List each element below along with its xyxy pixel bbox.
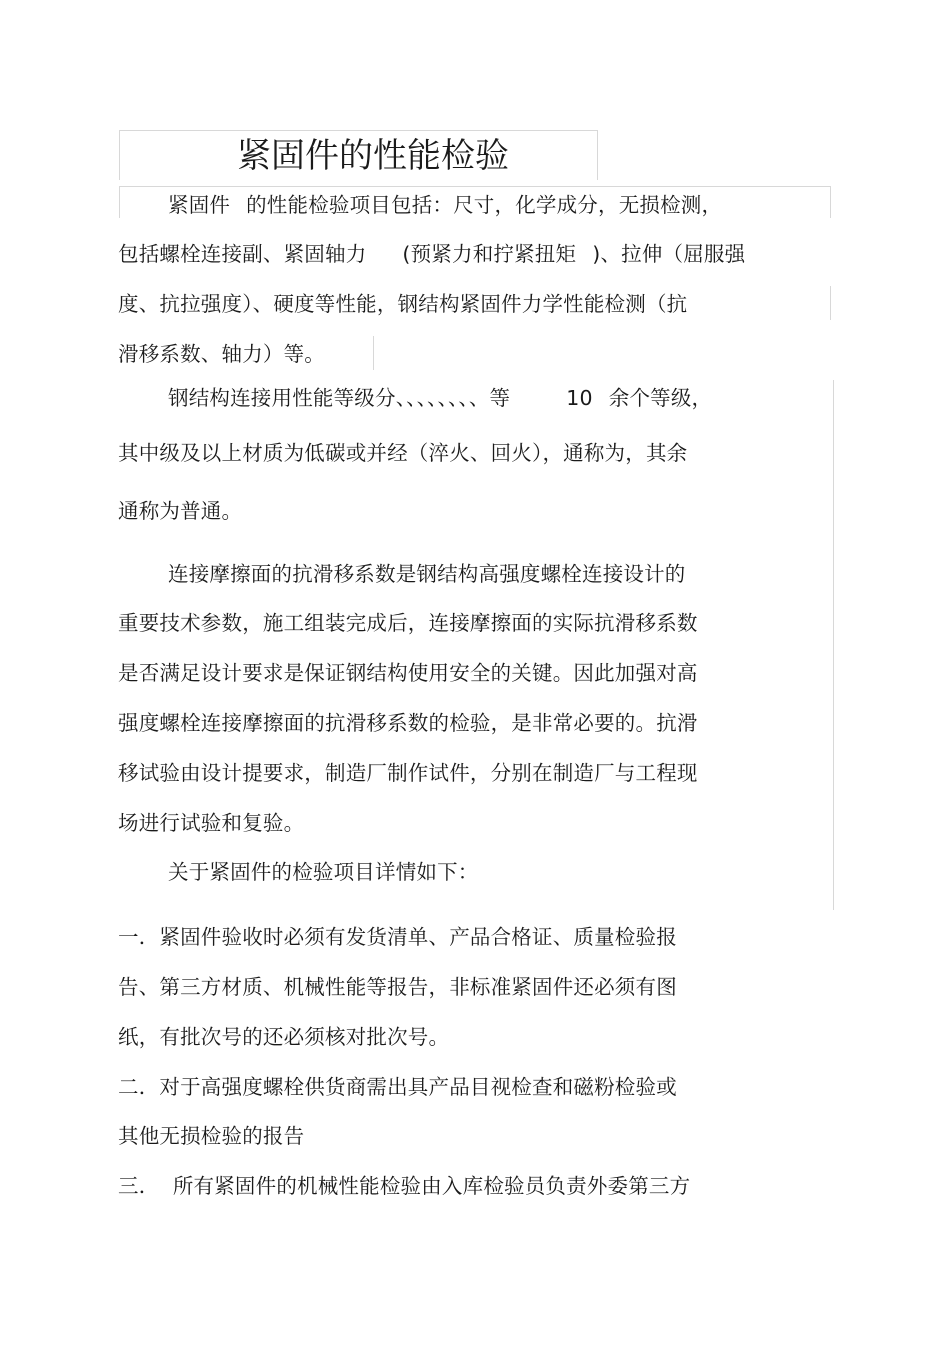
paragraph-line: 其中级及以上材质为低碳或并经（淬火、回火），通称为，其余 [118, 441, 688, 465]
list-item-line: 纸，有批次号的还必须核对批次号。 [118, 1025, 450, 1049]
page-title: 紧固件的性能检验 [237, 136, 509, 176]
text-span: )、拉伸（屈服强 [592, 242, 746, 266]
list-item-line: 一．紧固件验收时必须有发货清单、产品合格证、质量检验报 [118, 925, 677, 949]
text-span: 紧固件 [168, 193, 231, 217]
paragraph-line [168, 383, 712, 413]
paragraph-line: 度、抗拉强度）、硬度等性能，钢结构紧固件力学性能检测（抗 [118, 292, 688, 316]
paragraph-line: 通称为普通。 [118, 499, 243, 523]
paragraph-line: 关于紧固件的检验项目详情如下： [168, 860, 479, 884]
paragraph-line: 滑移系数、轴力）等。 [118, 342, 325, 366]
paragraph-line [118, 239, 745, 269]
list-item-line: 告、第三方材质、机械性能等报告，非标准紧固件还必须有图 [118, 975, 677, 999]
text-span: 的性能检验项目包括：尺寸，化学成分，无损检测， [246, 193, 723, 217]
list-item-line: 三． 所有紧固件的机械性能检验由入库检验员负责外委第三方 [118, 1174, 691, 1198]
frame-rule [833, 380, 834, 910]
list-item-line: 其他无损检验的报告 [118, 1124, 305, 1148]
list-item-line: 二．对于高强度螺栓供货商需出具产品目视检查和磁粉检验或 [118, 1075, 677, 1099]
text-span: (预紧力和拧紧扭矩 [402, 242, 577, 266]
frame-rule [830, 286, 831, 320]
paragraph-line: 场进行试验和复验。 [118, 811, 305, 835]
text-span: 钢结构连接用性能等级分、、、、、、、、等 [168, 386, 511, 410]
text-span: 10 [566, 386, 593, 410]
paragraph-line: 重要技术参数，施工组装完成后，连接摩擦面的实际抗滑移系数 [118, 611, 698, 635]
text-span: 余个等级， [608, 386, 713, 410]
paragraph-line: 是否满足设计要求是保证钢结构使用安全的关键。因此加强对高 [118, 661, 698, 685]
frame-rule [830, 186, 831, 218]
paragraph-line: 移试验由设计提要求，制造厂制作试件，分别在制造厂与工程现 [118, 761, 698, 785]
frame-rule [119, 186, 831, 187]
paragraph-line: 强度螺栓连接摩擦面的抗滑移系数的检验，是非常必要的。抗滑 [118, 711, 698, 735]
frame-rule [373, 336, 374, 370]
text-span: 包括螺栓连接副、紧固轴力 [118, 242, 367, 266]
paragraph-line [168, 190, 722, 220]
frame-rule [119, 186, 120, 218]
paragraph-line: 连接摩擦面的抗滑移系数是钢结构高强度螺栓连接设计的 [168, 562, 686, 586]
